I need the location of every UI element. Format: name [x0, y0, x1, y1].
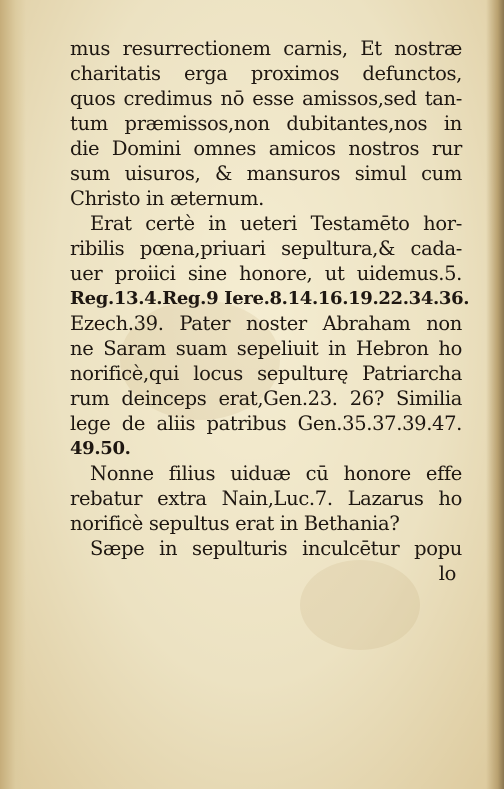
text-line: norificè,qui locus sepulturę Patriarcha — [70, 362, 462, 385]
text-line: quos credimus nō esse amissos,sed tan- — [70, 87, 462, 110]
text-line: tum præmissos,non dubitantes,nos in — [70, 112, 462, 135]
catchword: lo — [438, 562, 456, 585]
page-gutter-shadow — [0, 0, 26, 789]
text-line: Sæpe in sepulturis inculcētur popu — [90, 537, 462, 560]
text-line: Erat certè in ueteri Testamēto hor- — [90, 212, 462, 235]
text-line: charitatis erga proximos defunctos, — [70, 62, 462, 85]
text-line: Reg.13.4.Reg.9 Iere.8.14.16.19.22.34.36. — [70, 288, 470, 309]
text-line: rum deinceps erat,Gen.23. 26? Similia — [70, 387, 462, 410]
text-line: lege de aliis patribus Gen.35.37.39.47. — [70, 412, 462, 435]
text-line: sum uisuros, & mansuros simul cum — [70, 162, 462, 185]
text-line: ne Saram suam sepeliuit in Hebron ho — [70, 337, 462, 360]
text-line: Nonne filius uiduæ cū honore effe — [90, 462, 462, 485]
page-edge-shadow — [486, 0, 504, 789]
text-line: 49.50. — [70, 438, 131, 459]
text-line: ribilis pœna,priuari sepultura,& cada- — [70, 237, 462, 260]
text-line: Christo in æternum. — [70, 187, 264, 210]
text-line: norificè sepultus erat in Bethania? — [70, 512, 400, 535]
body-text — [70, 36, 470, 586]
text-line: die Domini omnes amicos nostros rur — [70, 137, 462, 160]
text-line: uer proiici sine honore, ut uidemus.5. — [70, 262, 462, 285]
text-line: mus resurrectionem carnis, Et nostræ — [70, 37, 462, 60]
text-line: rebatur extra Nain,Luc.7. Lazarus ho — [70, 487, 462, 510]
text-line: Ezech.39. Pater noster Abraham non — [70, 312, 462, 335]
